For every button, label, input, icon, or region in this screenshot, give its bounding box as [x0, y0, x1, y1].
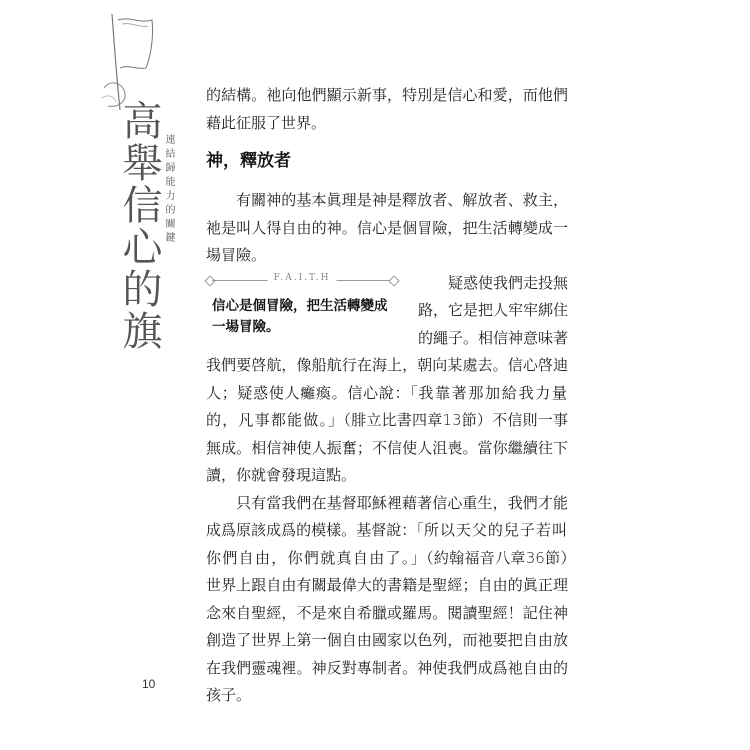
paragraph-3-text-a: 只有當我們在基督耶穌裡藉著信心重生，我們才能成爲原該成爲的模樣。基督說：「 [206, 493, 568, 539]
paragraph-2-text-a: 疑惑使我們走投無路，它是把人牢牢綁住的繩子。相信神意味著我們要啓航，像船航行在海上，朝向某處去。信心啓迪人；疑惑使人癱瘓。信心說：「 [206, 273, 569, 402]
paragraph-2-text-b: 」（腓立比書四章13節）不信則一事無成。相信神使人振奮；不信使人沮喪。當你繼續往下讀，你就會發現這點。 [206, 411, 568, 484]
pull-quote-label: F.A.I.T.H [268, 273, 337, 283]
pull-quote-rule [206, 274, 398, 286]
scripture-quote: 我靠著那加給我力量的，凡事都能做。 [206, 383, 568, 429]
page-number: 10 [142, 677, 156, 691]
body-text [206, 82, 568, 710]
diamond-icon [388, 275, 399, 286]
paragraph-3 [206, 490, 568, 710]
pull-quote [206, 274, 398, 338]
pull-quote-text: 信心是個冒險，把生活轉變成一場冒險。 [212, 297, 388, 335]
section-heading: 神，釋放者 [206, 151, 291, 171]
book-title-vertical: 高舉信心的旗 [116, 100, 162, 352]
paragraph-1: 有關神的基本眞理是神是釋放者、解放者、救主，祂是叫人得自由的神。信心是個冒險，把生活轉變成一場冒險。 [206, 191, 568, 264]
scripture-quote: 所以天父的兒子若叫你們自由，你們就真自由了。 [206, 521, 568, 567]
intro-paragraph: 的結構。祂向他們顯示新事，特別是信心和愛，而他們藉此征服了世界。 [206, 86, 568, 132]
diamond-icon [204, 275, 215, 286]
paragraph-3-text-b: 」（約翰福音八章36節）世界上跟自由有關最偉大的書籍是聖經；自由的眞正理念來自聖經，不是來自希臘或羅馬。閱讀聖經！記住神創造了世界上第一個自由國家以色列，而祂要把自由放在我們靈魂裡。神反對專制者。神使我們成爲祂自由的孩子。 [206, 548, 568, 704]
book-subtitle-vertical: 連結歸能力的關鍵 [163, 134, 174, 246]
